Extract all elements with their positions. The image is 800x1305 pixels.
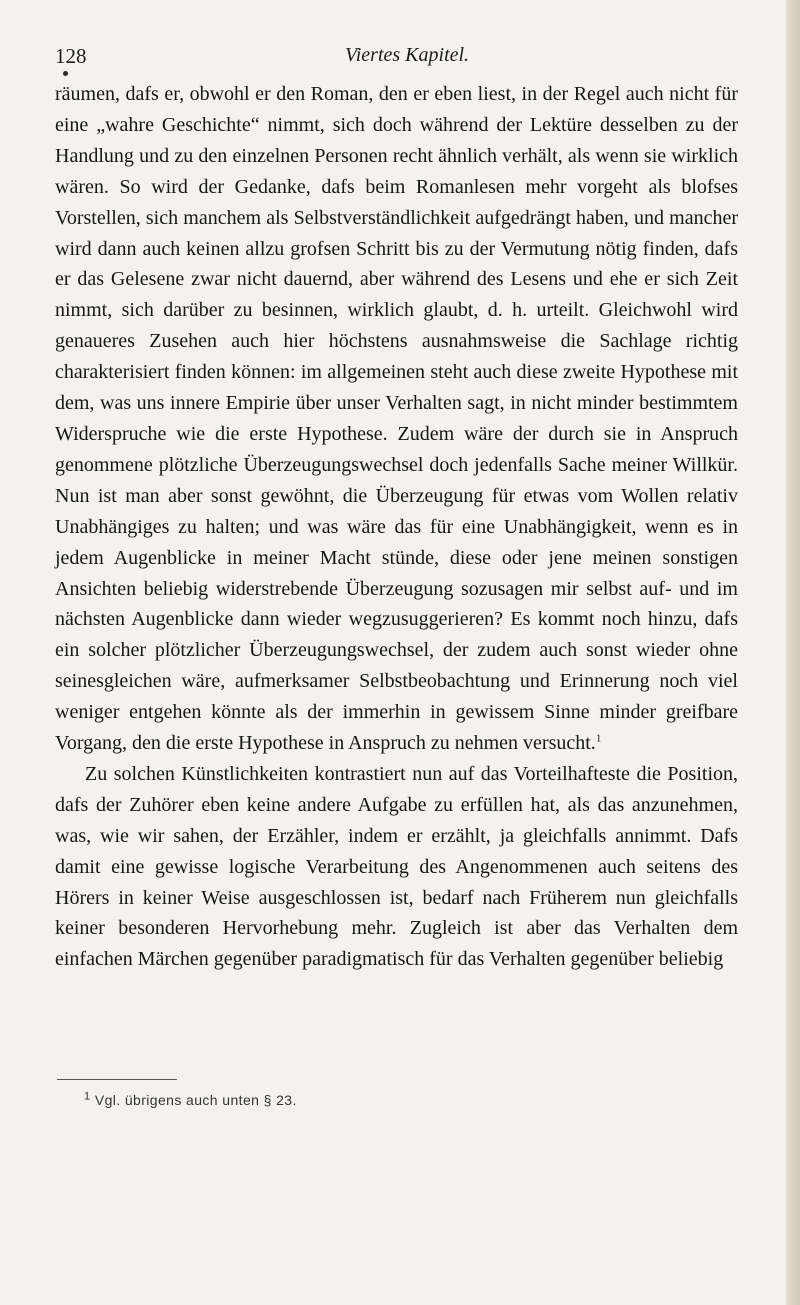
page-edge: [786, 0, 800, 1305]
paragraph-2: Zu solchen Künstlichkeiten kontrastiert nun auf das Vorteilhafteste die Position, dafs der Zuhörer eben keine andere Aufgabe zu erfüllen hat, als das anzunehmen, was, wie wir sahen, der Erzähler, indem er erzählt, ja gleichfalls annimmt. Dafs damit eine gewisse logische Verarbeitung des Angenommenen auch seitens des Hörers in keiner Weise ausgeschlossen ist, bedarf nach Früherem nun gleichfalls keiner besonderen Hervorhebung mehr. Zugleich ist aber das Verhalten dem einfachen Märchen gegenüber paradigmatisch für das Verhalten gegenüber beliebig: [55, 762, 738, 971]
footnote-text: Vgl. übrigens auch unten § 23.: [94, 1092, 297, 1108]
paragraph-1-text: räumen, dafs er, obwohl er den Roman, den er eben liest, in der Regel auch nicht für eine „wahre Geschichte“ nimmt, sich doch während der Lektüre desselben zu der Handlung und zu den einzelnen Personen recht ähnlich verhält, als wenn sie wirklich wären. So wird der Gedanke, dafs beim Romanlesen mehr vorgeht als blofses Vorstellen, sich manchem als Selbstverständlichkeit aufgedrängt haben, und mancher wird dann auch keinen allzu grofsen Schritt bis zu der Vermutung nötig finden, dafs er das Gelesene zwar nicht dauernd, aber während des Lesens und ehe er sich Zeit nimmt, sich darüber zu besinnen, wirklich glaubt, d. h. urteilt. Gleichwohl wird genaueres Zusehen auch hier höchstens ausnahmsweise die Sachlage richtig charakterisiert finden können: im allgemeinen steht auch diese zweite Hypothese mit dem, was uns innere Empirie über unser Verhalten sagt, in nicht minder bestimmtem Widerspruche wie die erste Hypothese. Zudem wäre der durch sie in Anspruch genommene plötzliche Überzeugungswechsel doch jedenfalls Sache meiner Willkür. Nun ist man aber sonst gewöhnt, die Überzeugung für etwas vom Wollen relativ Unabhängiges zu halten; und was wäre das für eine Unabhängigkeit, wenn es in jedem Augenblicke in meiner Macht stünde, diese oder jene meinen sonstigen Ansichten beliebig widerstrebende Überzeugung sozusagen mir selbst auf- und im nächsten Augenblicke dann wieder wegzusuggerieren? Es kommt noch hinzu, dafs ein solcher plötzlicher Überzeugungswechsel, der zudem auch sonst wieder ohne seinesgleichen wäre, aufmerksamer Selbstbeobachtung und Erinnerung noch viel weniger entgehen könnte als der immerhin in gewissem Sinne minder greifbare Vorgang, den die erste Hypothese in Anspruch zu nehmen versucht.: [55, 83, 738, 755]
paragraph-1: [55, 79, 738, 759]
footnote-marker: 1: [84, 1090, 91, 1103]
footnote-divider: [57, 1079, 177, 1080]
page-header: [55, 44, 735, 74]
page-number: 128: [55, 44, 87, 68]
running-title: Viertes Kapitel.: [345, 44, 470, 66]
header-mark: [63, 71, 68, 76]
body-text: [55, 79, 738, 975]
footnote: [84, 1092, 297, 1108]
footnote-reference: 1: [595, 732, 602, 745]
